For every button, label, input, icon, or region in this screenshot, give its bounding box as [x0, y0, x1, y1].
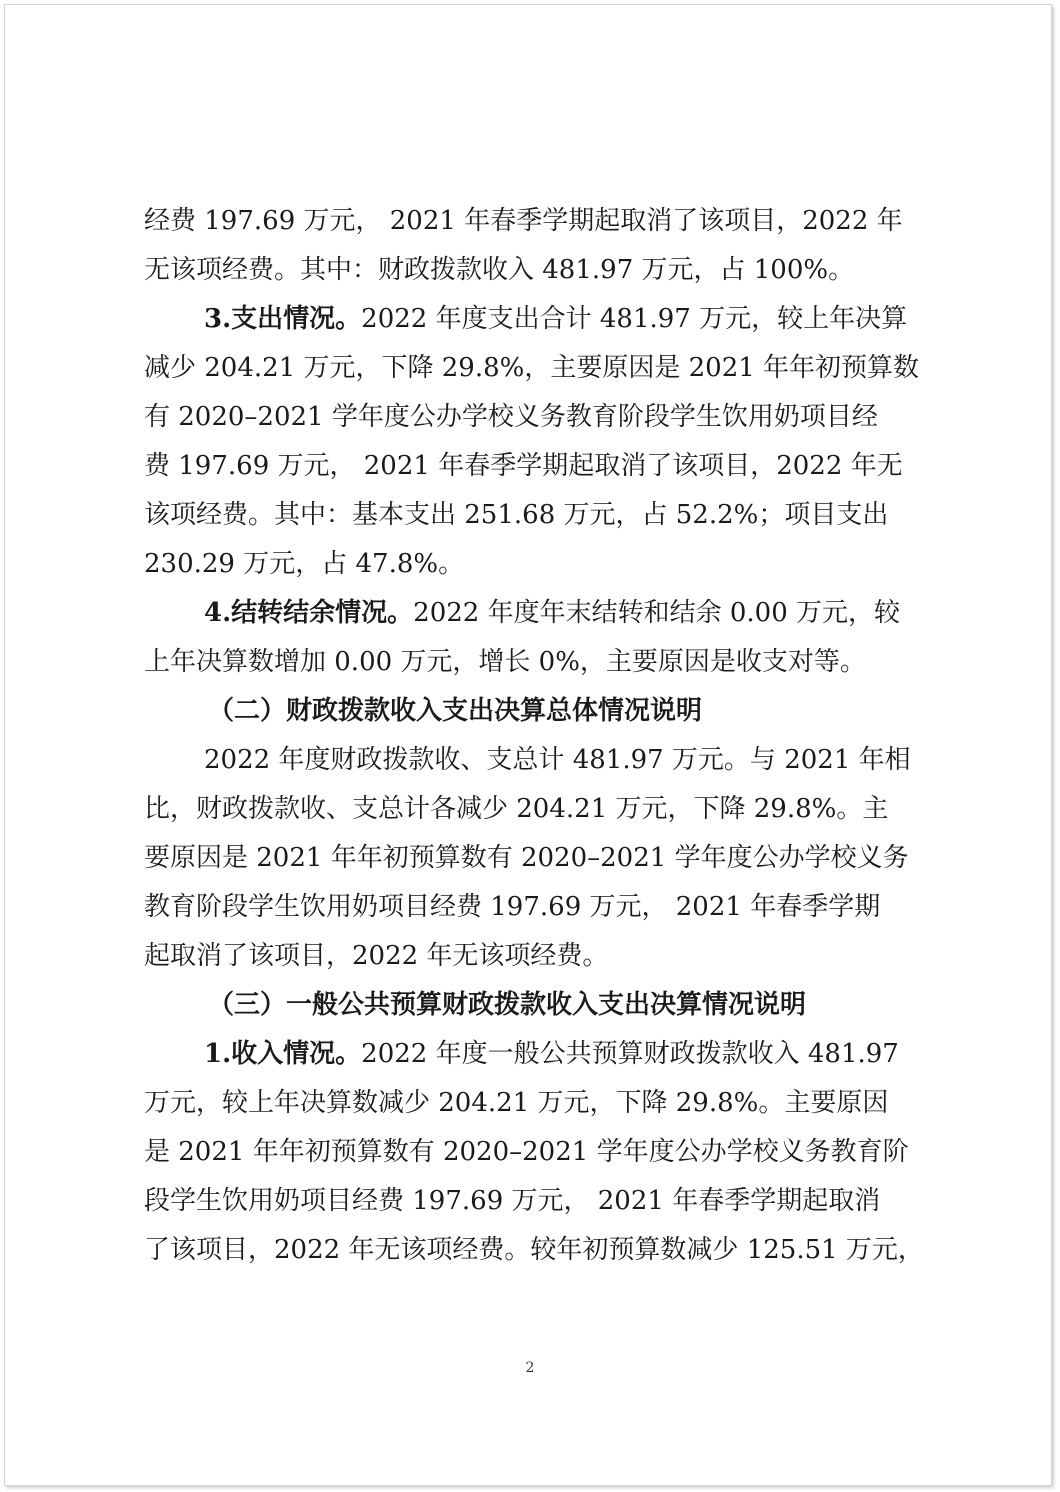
text-line: 万元，较上年决算数减少 204.21 万元，下降 29.8%。主要原因	[144, 1088, 889, 1118]
paragraph-expenditure	[144, 295, 920, 344]
section-heading: （二）财政拨款收入支出决算总体情况说明	[208, 696, 703, 726]
text-line: 比，财政拨款收、支总计各减少 204.21 万元，下降 29.8%。主	[144, 794, 889, 824]
text-line: 起取消了该项目，2022 年无该项经费。	[144, 941, 609, 971]
text-line: 段学生饮用奶项目经费 197.69 万元， 2021 年春季学期起取消	[144, 1186, 881, 1216]
text-line: 了该项目，2022 年无该项经费。较年初预算数减少 125.51 万元，	[144, 1235, 924, 1265]
page-number: 2	[525, 1360, 535, 1376]
section-heading: （三）一般公共预算财政拨款收入支出决算情况说明	[208, 990, 807, 1020]
text-line: 有 2020–2021 学年度公办学校义务教育阶段学生饮用奶项目经	[144, 402, 878, 432]
text-line: 减少 204.21 万元，下降 29.8%，主要原因是 2021 年年初预算数	[144, 353, 920, 383]
text-span: 2022 年度年末结转和结余 0.00 万元，较	[413, 598, 901, 628]
text-span: 2022 年度一般公共预算财政拨款收入 481.97	[361, 1039, 899, 1069]
text-span: 2022 年度支出合计 481.97 万元，较上年决算	[361, 304, 908, 334]
document-body	[144, 197, 924, 1275]
text-line: 上年决算数增加 0.00 万元，增长 0%，主要原因是收支对等。	[144, 647, 866, 677]
text-line: 要原因是 2021 年年初预算数有 2020–2021 学年度公办学校义务	[144, 843, 909, 873]
text-line: 2022 年度财政拨款收、支总计 481.97 万元。与 2021 年相	[204, 745, 911, 775]
text-line: 230.29 万元，占 47.8%。	[144, 549, 465, 579]
text-line: 是 2021 年年初预算数有 2020–2021 学年度公办学校义务教育阶	[144, 1137, 909, 1167]
text-line: 无该项经费。其中：财政拨款收入 481.97 万元，占 100%。	[144, 255, 855, 285]
text-line: 该项经费。其中：基本支出 251.68 万元，占 52.2%；项目支出	[144, 500, 889, 530]
text-line: 费 197.69 万元， 2021 年春季学期起取消了该项目，2022 年无	[144, 451, 903, 481]
section-label: 4.结转结余情况。	[204, 598, 414, 628]
section-label: 1.收入情况。	[204, 1039, 362, 1069]
text-line: 教育阶段学生饮用奶项目经费 197.69 万元， 2021 年春季学期	[144, 892, 881, 922]
paragraph-carryover	[144, 589, 920, 638]
text-line: 经费 197.69 万元， 2021 年春季学期起取消了该项目，2022 年	[144, 206, 903, 236]
paragraph-income	[144, 1030, 920, 1079]
section-label: 3.支出情况。	[204, 304, 362, 334]
